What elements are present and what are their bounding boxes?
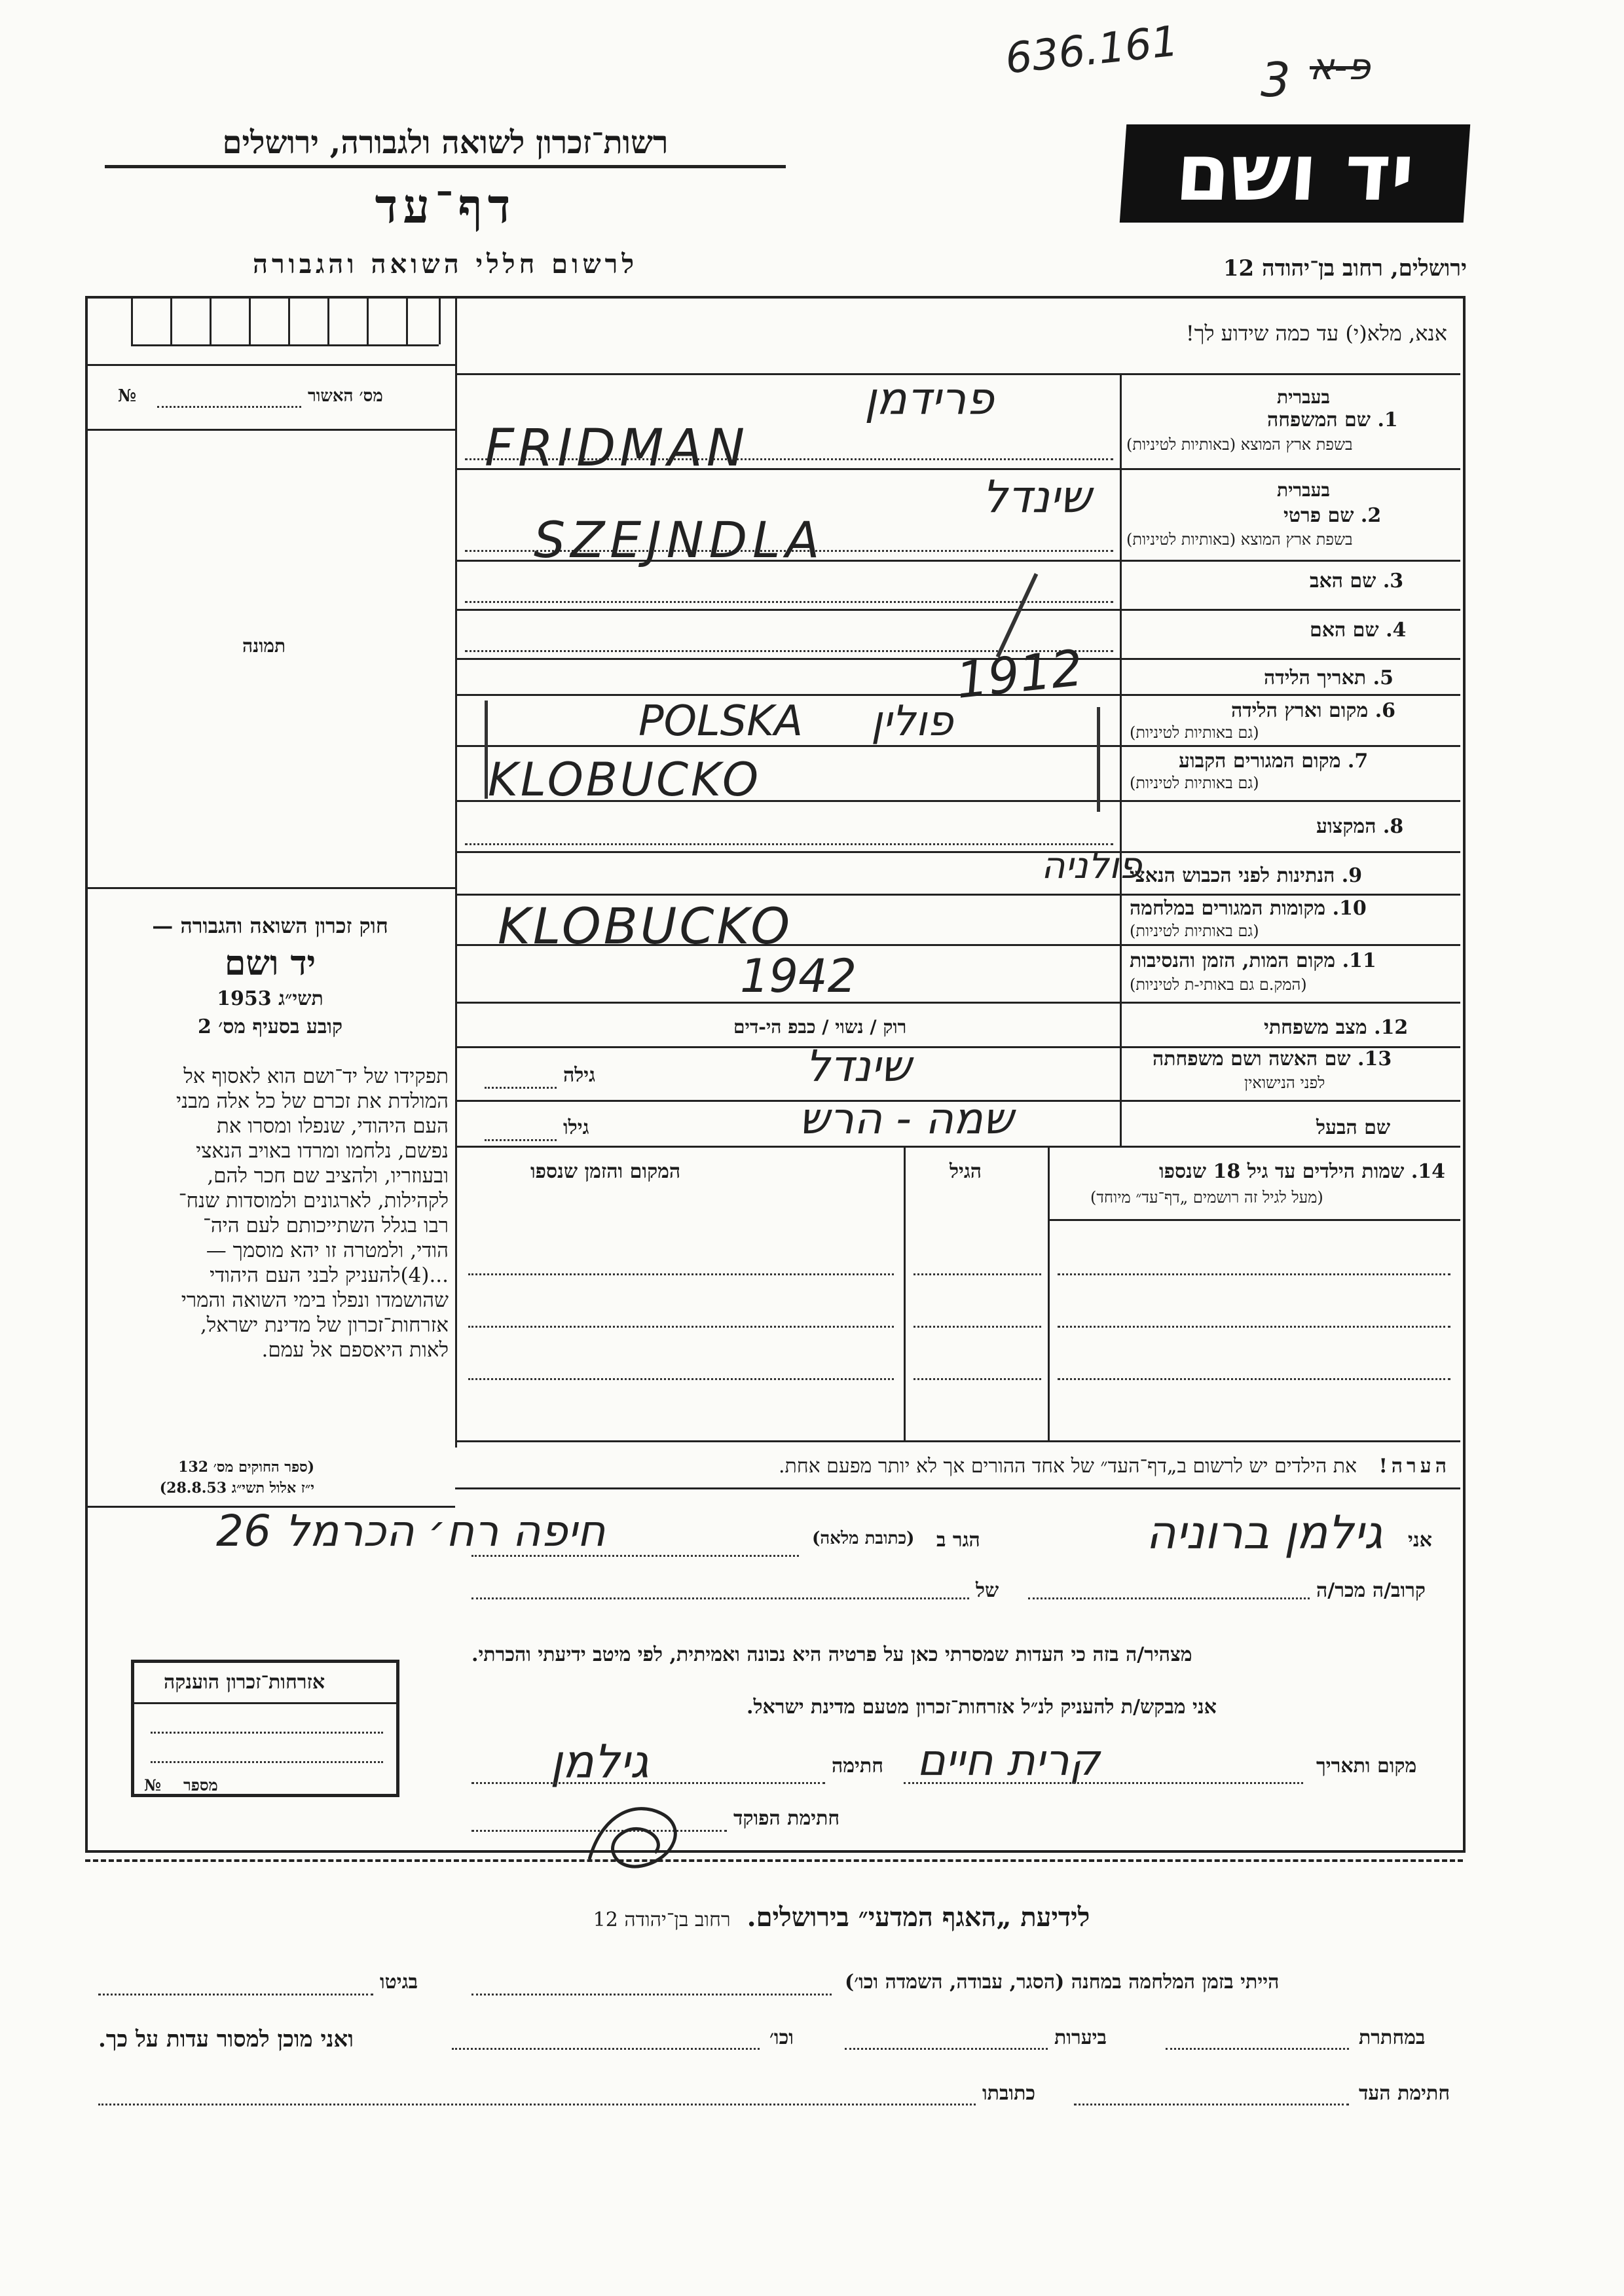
children-col-divider-1 [1048, 1146, 1050, 1440]
hw-death-year: 1942 [740, 949, 857, 1003]
law-line: ובעוזריו, ולהציב שם חכר להם, [207, 1164, 449, 1188]
rule-children-bottom [455, 1440, 1460, 1442]
law-year: תשי״ג 1953 [217, 987, 323, 1010]
approval-field[interactable] [157, 406, 301, 408]
law-name: יד ושם [224, 943, 316, 983]
law-line: נפשם, נלחמו ומרדו באויב הנאצי [196, 1139, 449, 1163]
hw-birth-place-hebrew: פולין [871, 697, 953, 746]
bottom-heading-row [498, 1902, 1185, 1933]
citizenship-title-rule [134, 1702, 396, 1704]
of-label: של [976, 1579, 999, 1602]
citizenship-title: אזרחות־זכרון הוענקה [164, 1671, 325, 1694]
form-title: דף־עד [375, 178, 516, 234]
rule-approval-top [85, 364, 455, 366]
hw-citizenship: פולניה [1041, 845, 1142, 887]
forests-field[interactable] [845, 2048, 1048, 2050]
full-address-label: (כתובת מלאה) [812, 1529, 915, 1548]
place-date-field[interactable] [904, 1782, 1303, 1784]
hw-birth-place-latin: POLSKA [638, 697, 803, 746]
law-line: אזרחות־זכרון של מדינת ישראל, [200, 1313, 449, 1337]
declaration-i-label: אני [1408, 1529, 1432, 1552]
field-6-sub: (גם באותיות לטיניות) [1130, 723, 1259, 742]
field-8-line[interactable] [465, 843, 1113, 845]
field-11-sub: (המק.ם גם באותי-ת לטיניות) [1130, 975, 1307, 994]
child-row-1[interactable] [468, 1273, 894, 1275]
field-11-label: 11. מקום המות, הזמן והנסיבות [1130, 949, 1376, 972]
of-field[interactable] [471, 1597, 969, 1599]
corner-struck-text: פ-א [1310, 46, 1371, 88]
citizenship-line-1[interactable] [151, 1732, 383, 1734]
husband-age-field[interactable] [485, 1139, 557, 1141]
hw-firstname-latin: SZEJNDLA [534, 511, 825, 569]
approval-tick-boxes [111, 299, 439, 364]
law-title: חוק זכרון השואה והגבורה — [152, 913, 388, 938]
husband-age-label: גילו [563, 1116, 589, 1139]
field-9-label: 9. הנתינות לפני הכבוש הנאצי [1130, 864, 1363, 887]
child-age-3[interactable] [913, 1378, 1041, 1380]
field-3-line[interactable] [465, 601, 1113, 603]
hebrew-label-2: בעברית [1277, 479, 1331, 501]
law-ref-2: י״ז אלול תשי״ג 28.8.53) [159, 1480, 314, 1497]
hw-place-date: קרית חיים [917, 1735, 1100, 1785]
law-line: ...(4)להעניק לבני העם היהודי [210, 1264, 449, 1287]
rule-row-9 [455, 894, 1460, 896]
col-place-time-header: המקום והזמן שנספו [530, 1160, 681, 1183]
hw-wartime-place: KLOBUCKO [498, 897, 793, 955]
label-answer-divider [1120, 373, 1122, 1146]
field-6-label: 6. מקום וארץ הלידה [1231, 699, 1396, 722]
husband-label: שם הבעל [1316, 1116, 1391, 1139]
field-10-label: 10. מקומות המגורים במלחמה [1130, 897, 1367, 920]
rule-row-6 [455, 745, 1460, 747]
bottom-heading: לידיעת „האגף המדעי״ בירושלים. [747, 1902, 1090, 1933]
child-row-3[interactable] [468, 1378, 894, 1380]
field-13-sub: לפני הנישואין [1244, 1074, 1325, 1092]
address-field[interactable] [471, 1555, 799, 1557]
officer-scribble [576, 1787, 694, 1879]
declare-text: מצהיר/ה בזה כי העדות שמסרתי כאן על פרטיה היא נכונה ואמיתית, לפי מיטב ידיעתי והכרתי. [471, 1643, 1192, 1666]
header-address: ירושלים, רחוב בן־יהודה 12 [1223, 255, 1467, 282]
etc-label: וכו׳ [769, 2026, 794, 2049]
bottom-line-1: הייתי בזמן המלחמה במחנה (הסגר, עבודה, השמדה וכו׳) [845, 1971, 1280, 1994]
note-label: הערה! [1378, 1455, 1450, 1478]
hw-bracket-right [1097, 707, 1100, 812]
children-header-rule [1048, 1219, 1460, 1221]
citizenship-no: № [144, 1776, 162, 1795]
law-line: תפקידו של יד־ושם הוא לאסוף אל [183, 1065, 449, 1088]
relative-field[interactable] [1028, 1597, 1310, 1599]
child-name-2[interactable] [1058, 1326, 1450, 1328]
rule-photo-top [85, 429, 455, 431]
law-reference [92, 1457, 314, 1499]
rule-row-8 [455, 851, 1460, 853]
child-age-2[interactable] [913, 1326, 1041, 1328]
hw-surname-latin: FRIDMAN [485, 419, 749, 478]
ghetto-field[interactable] [98, 1994, 373, 1995]
field-4-label: 4. שם האם [1310, 619, 1407, 642]
left-column-divider [455, 299, 457, 1448]
officer-label: חתימת הפוקד [733, 1807, 840, 1830]
hw-firstname-hebrew: שינדל [982, 471, 1092, 523]
children-col-divider-2 [904, 1146, 906, 1440]
rule-row-11 [455, 1002, 1460, 1004]
instruction-text: אנא, מלא(י) עד כמה שידוע לך! [1185, 321, 1447, 346]
law-line: הודי, ולמטרה זו יהא מוסמך — [206, 1239, 449, 1262]
hw-husband-name: שמה - הרש [799, 1093, 1014, 1144]
law-line: לקהילות, לארגונים ולמוסדות שנח־ [178, 1189, 449, 1212]
hw-residence-latin: KLOBUCKO [488, 753, 762, 807]
hw-informant-address: חיפה רח׳ הכרמל 26 [216, 1506, 606, 1556]
approval-label: מס׳ האשור [308, 386, 383, 406]
camp-field[interactable] [471, 1994, 832, 1995]
child-name-3[interactable] [1058, 1378, 1450, 1380]
signature-field[interactable] [471, 1782, 825, 1784]
archive-number: 636.161 [1003, 17, 1181, 84]
law-line: המולדת את זכרם של כל אלה מבני [175, 1089, 449, 1113]
field-14-sub: (מעל לגיל זה רושמים „דף־עד״ מיוחד) [1090, 1188, 1323, 1207]
field-12-options: רוק / נשוי / כבפ הי-דים [733, 1016, 907, 1038]
yad-vashem-logo: יד ושם [1120, 124, 1470, 223]
witness-address-field[interactable] [98, 2104, 976, 2105]
rule-note-bottom [455, 1487, 1460, 1489]
rule-row-3 [455, 609, 1460, 611]
field-2-sub: בשפת ארץ המוצא (באותיות לטיניות) [1126, 530, 1353, 549]
field-7-sub: (גם באותיות לטיניות) [1130, 774, 1259, 792]
cut-line [85, 1859, 1463, 1862]
resident-label: הגר ב [936, 1529, 980, 1552]
field-1-label: 1. שם המשפחה [1267, 409, 1398, 431]
law-text [92, 1064, 449, 1362]
place-date-label: מקום ותאריך [1316, 1755, 1417, 1777]
hw-informant-name: גילמן ברוניה [1146, 1506, 1383, 1559]
hw-birth-year: 1912 [953, 638, 1086, 710]
rule-photo-bottom [85, 887, 455, 889]
ready-text: ואני מוכן למסור עדות על כך. [98, 2026, 354, 2052]
witness-signature-field[interactable] [1074, 2104, 1349, 2105]
underground-label: במחתרת [1359, 2026, 1426, 2049]
underground-field[interactable] [1166, 2048, 1349, 2050]
photo-label: תמונה [242, 635, 286, 657]
signature-label: חתימה [832, 1755, 883, 1777]
field-10-sub: (גם באותיות לטיניות) [1130, 922, 1259, 940]
law-ref-1: (ספר החוקים מס׳ 132 [178, 1459, 314, 1476]
law-section: קובע בסעיף מס׳ 2 [197, 1015, 343, 1038]
authority-name: רשות־זכרון לשואה ולגבורה, ירושלים [222, 124, 669, 161]
law-line: שהושמדו ונפלו בימי השואה והמרי [181, 1288, 449, 1312]
relative-label: קרוב/ה מכר/ה [1316, 1579, 1426, 1602]
witness-address-label: כתובתו [982, 2082, 1036, 2105]
field-12-label: 12. מצב משפחתי [1264, 1016, 1409, 1039]
note-text: את הילדים יש לרשום ב„דף־העד״ של אחד ההורים אך לא יותר מפעם אחת. [779, 1455, 1357, 1478]
witness-signature-label: חתימת העד [1359, 2082, 1450, 2105]
hw-signature: גילמן [550, 1735, 649, 1789]
note-row [458, 1455, 1450, 1478]
hebrew-label-1: בעברית [1277, 386, 1331, 408]
bottom-address: רחוב בן־יהודה 12 [593, 1908, 731, 1931]
field-13-label: 13. שם האשה ושם משפחתה [1153, 1048, 1392, 1070]
child-age-1[interactable] [913, 1273, 1041, 1275]
request-text: אני מבקש/ת להעניק לנ״ל אזרחות־זכרון מטעם מדינת ישראל. [747, 1696, 1217, 1719]
child-row-2[interactable] [468, 1326, 894, 1328]
citizenship-line-2[interactable] [151, 1761, 383, 1763]
law-line: העם היהודי, שנפלו ומסרו את [216, 1114, 449, 1138]
col-age-header: הגיל [950, 1160, 982, 1183]
hw-wife-name: שינדל [805, 1041, 912, 1091]
wife-age-label: גילה [563, 1064, 596, 1087]
field-1-sub: בשפת ארץ המוצא (באותיות לטיניות) [1126, 435, 1353, 454]
field-5-label: 5. תאריך הלידה [1264, 666, 1393, 689]
ghetto-label: בגיטו [380, 1971, 418, 1994]
authority-underline [105, 165, 786, 168]
corner-mark: 3 [1261, 52, 1291, 107]
law-line: רבו בגלל השתייכותם לעם היה־ [202, 1214, 449, 1237]
field-8-label: 8. המקצוע [1316, 815, 1404, 838]
field-14-label: 14. שמות הילדים עד גיל 18 שנספו [1159, 1160, 1446, 1183]
field-2-label: 2. שם פרטי [1283, 504, 1382, 527]
law-line: לאות היאספם אל עמם. [261, 1338, 449, 1362]
law-panel [92, 913, 449, 1038]
field-7-label: 7. מקום המגורים הקבוע [1179, 750, 1369, 773]
approval-no: № [118, 386, 137, 406]
rule-row-13b [455, 1146, 1460, 1148]
forests-label: ביערות [1054, 2026, 1107, 2049]
form-subtitle: לרשום חללי השואה והגבורה [252, 249, 638, 280]
hw-surname-hebrew: פרידמן [864, 373, 994, 425]
etc-field[interactable] [452, 2048, 760, 2050]
field-3-label: 3. שם האב [1310, 570, 1404, 592]
citizenship-number-label: מספר [183, 1776, 218, 1795]
child-name-1[interactable] [1058, 1273, 1450, 1275]
wife-age-field[interactable] [485, 1087, 557, 1089]
